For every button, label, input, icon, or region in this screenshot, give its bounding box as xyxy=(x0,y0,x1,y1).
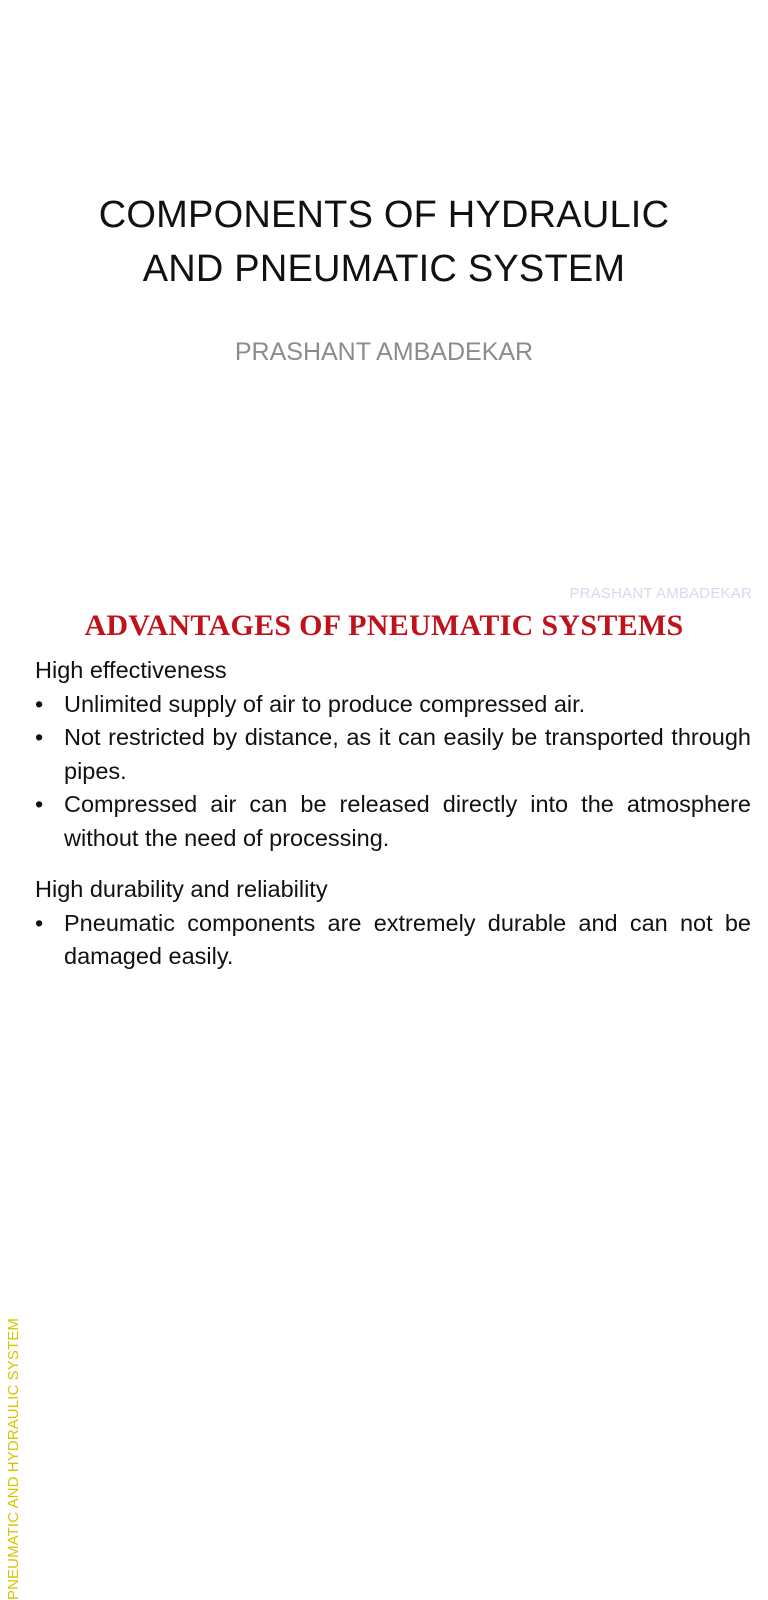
bullet-icon: • xyxy=(35,791,44,817)
slide-title-line-1: COMPONENTS OF HYDRAULIC xyxy=(98,194,670,236)
list-item-text: Compressed air can be released directly into the atmosphere without the need of processing. xyxy=(64,791,751,851)
list-item-text: Pneumatic components are extremely durable and can not be damaged easily. xyxy=(64,909,751,969)
bullet-icon: • xyxy=(35,690,44,717)
bullet-list xyxy=(35,907,751,974)
group-title: High durability and reliability xyxy=(35,876,328,902)
author-watermark: PRASHANT AMBADEKAR xyxy=(569,585,752,602)
advantages-slide xyxy=(0,576,768,1600)
advantage-group xyxy=(35,873,751,974)
slide-author: PRASHANT AMBADEKAR xyxy=(234,338,534,366)
list-item xyxy=(35,907,751,974)
list-item-text: Unlimited supply of air to produce compressed air. xyxy=(64,690,586,717)
list-item-text: Not restricted by distance, as it can easily be transported through pipes. xyxy=(64,724,751,784)
bullet-icon: • xyxy=(35,724,44,750)
slide-title xyxy=(40,188,728,296)
list-item xyxy=(35,688,751,722)
vertical-side-label: PNEUMATIC AND HYDRAULIC SYSTEM xyxy=(5,1318,22,1600)
title-slide xyxy=(0,0,768,576)
group-title: High effectiveness xyxy=(35,657,227,683)
list-item xyxy=(35,788,751,855)
slide-heading: ADVANTAGES OF PNEUMATIC SYSTEMS xyxy=(84,609,684,642)
list-item xyxy=(35,721,751,788)
slide-title-line-2: AND PNEUMATIC SYSTEM xyxy=(142,248,626,290)
bullet-list xyxy=(35,688,751,856)
slide-content xyxy=(35,654,751,974)
advantage-group xyxy=(35,654,751,855)
bullet-icon: • xyxy=(35,909,44,936)
